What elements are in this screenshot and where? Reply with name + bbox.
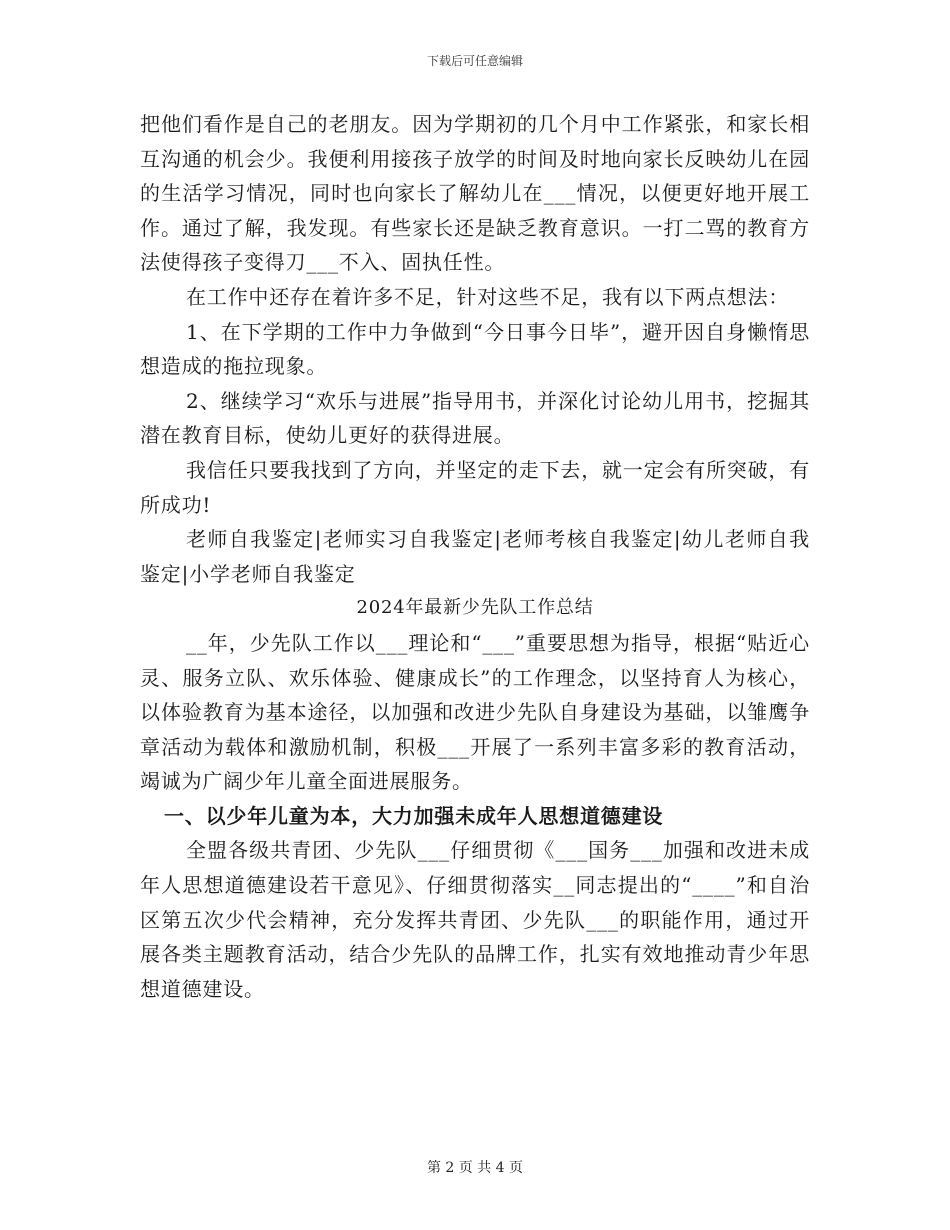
page-footer: 第 2 页 共 4 页 <box>426 1160 524 1176</box>
section-heading-1: 一、以少年儿童为本，大力加强未成年人思想道德建设 <box>164 803 664 828</box>
paragraph-point-2: 2、继续学习“欢乐与进展”指导用书，并深化讨论幼儿用书，挖掘其潜在教育目标，使幼儿更好的获得进展。 <box>140 388 810 448</box>
document-body <box>140 107 810 1006</box>
paragraph-section-1: 全盟各级共青团、少先队___仔细贯彻《___国务___加强和改进未成年人思想道德建设若干意见》、仔细贯彻落实__同志提出的“____”和自治区第五次少代会精神，充分发挥共青团、少先队___的职能作用，通过开展各类主题教育活动，结合少先队的品牌工作，扎实有效地推动青少年思想道德建设。 <box>140 838 810 1001</box>
paragraph-point-1: 1、在下学期的工作中力争做到“今日事今日毕”，避开因自身懒惰思想造成的拖拉现象。 <box>140 319 810 379</box>
paragraph-conclusion: 我信任只要我找到了方向，并坚定的走下去，就一定会有所突破，有所成功! <box>140 457 810 517</box>
paragraph-continuation: 把他们看作是自己的老朋友。因为学期初的几个月中工作紧张，和家长相互沟通的机会少。我便利用接孩子放学的时间及时地向家长反映幼儿在园的生活学习情况，同时也向家长了解幼儿在___情况，以便更好地开展工作。通过了解，我发现。有些家长还是缺乏教育意识。一打二骂的教育方法使得孩子变得刀___不入、固执任性。 <box>140 112 810 275</box>
page-header: 下载后可任意编辑 <box>426 54 523 68</box>
related-links-text: 老师自我鉴定|老师实习自我鉴定|老师考核自我鉴定|幼儿老师自我鉴定|小学老师自我鉴定 <box>140 527 810 586</box>
paragraph-shortcomings: 在工作中还存在着许多不足，针对这些不足，我有以下两点想法： <box>186 284 790 309</box>
section-title: 2024年最新少先队工作总结 <box>356 597 594 619</box>
paragraph-intro: __年，少先队工作以___理论和“___”重要思想为指导，根据“贴近心灵、服务立队、欢乐体验、健康成长”的工作理念，以坚持育人为核心，以体验教育为基本途径，以加强和改进少先队自身建设为基础，以雏鹰争章活动为载体和激励机制，积极___开展了一系列丰富多彩的教育活动，竭诚为广阔少年儿童全面进展服务。 <box>140 630 810 794</box>
